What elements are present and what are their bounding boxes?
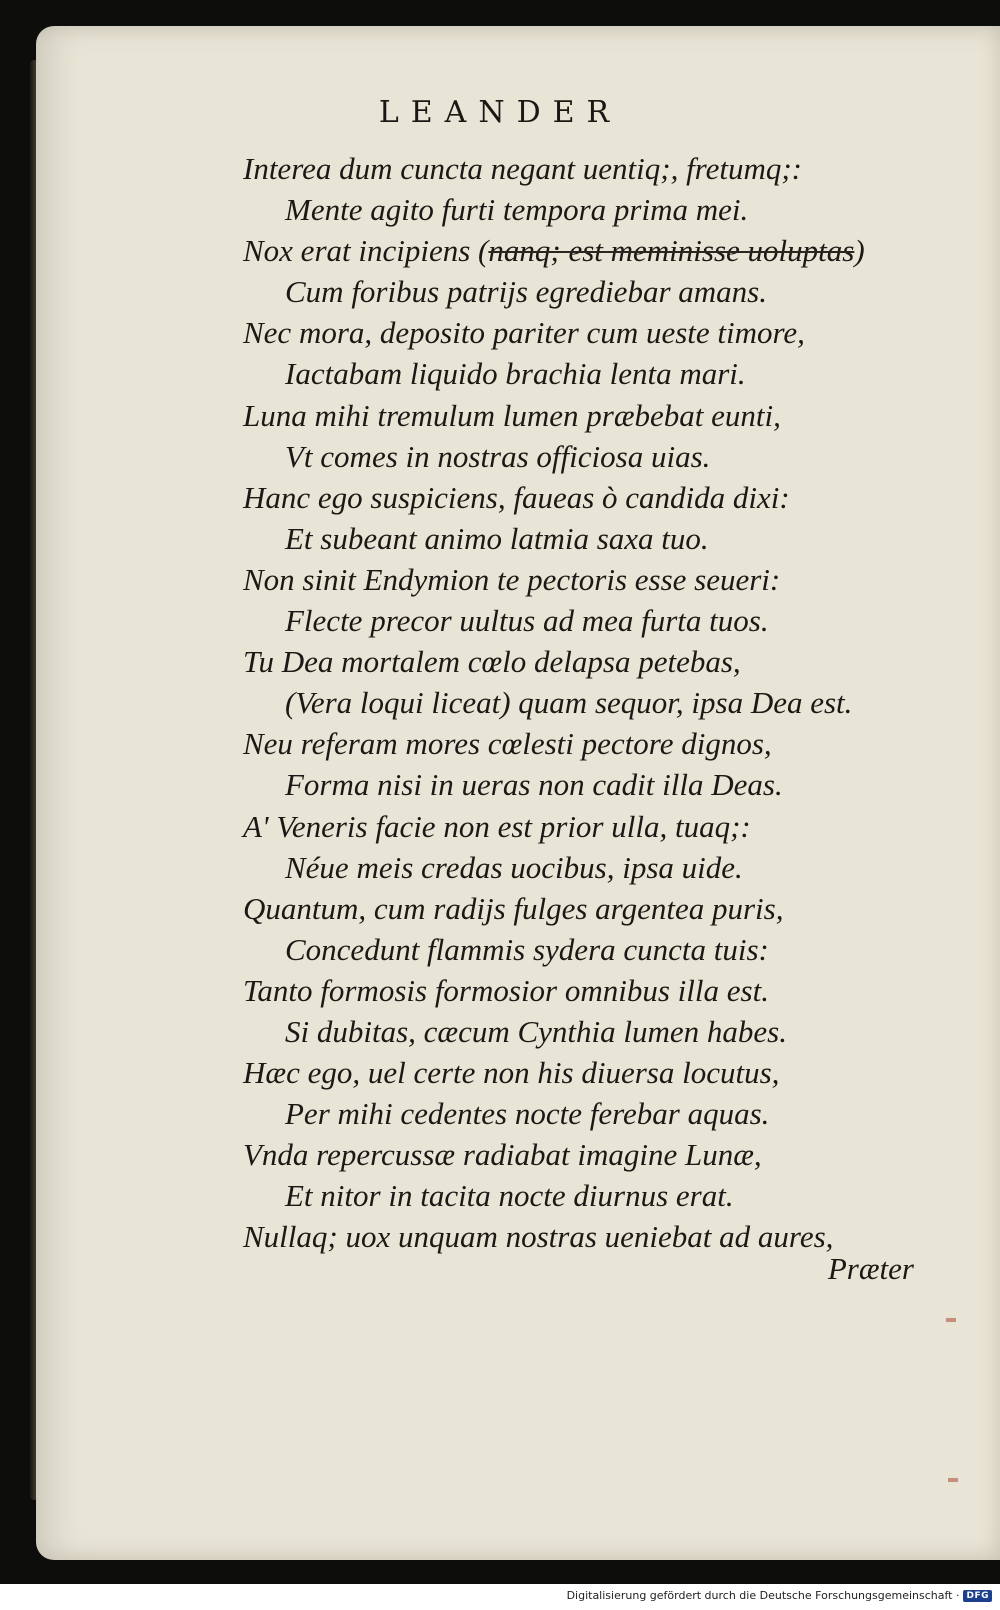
verse-line — [243, 1216, 883, 1257]
verse-line — [243, 806, 883, 847]
running-head: LEANDER — [378, 95, 622, 130]
verse-text: Hanc ego suspiciens, faueas ò candida dixi: — [243, 479, 790, 515]
verse-line — [243, 518, 883, 559]
verse-line — [243, 271, 883, 312]
bleed-mark — [948, 1478, 958, 1482]
verse-text: (Vera loqui liceat) quam sequor, ipsa Dea est. — [285, 685, 853, 721]
verse-text: Neu referam mores cœlesti pectore dignos, — [243, 726, 772, 762]
verse-text: Forma nisi in ueras non cadit illa Deas. — [285, 767, 783, 803]
verse-line — [243, 395, 883, 436]
verse-text: Per mihi cedentes nocte ferebar aquas. — [285, 1096, 770, 1132]
verse-line — [243, 682, 883, 723]
verse-text: Iactabam liquido brachia lenta mari. — [285, 356, 746, 392]
verse-text: Non sinit Endymion te pectoris esse seueri: — [243, 561, 781, 597]
verse-line — [243, 847, 883, 888]
verse-text: Concedunt flammis sydera cuncta tuis: — [285, 931, 769, 967]
verse-text: Et subeant animo latmia saxa tuo. — [285, 520, 709, 556]
verse-line — [243, 230, 883, 271]
verse-line — [243, 189, 883, 230]
verse-text: Nox erat incipiens ( — [243, 233, 489, 269]
bleed-mark — [946, 1318, 956, 1322]
verse-line — [243, 970, 883, 1011]
verse-line — [243, 929, 883, 970]
verse-line — [243, 1093, 883, 1134]
verse-text: Cum foribus patrijs egrediebar amans. — [285, 274, 767, 310]
verse-line — [243, 353, 883, 394]
footer-bar — [0, 1584, 1000, 1610]
verse-text: Tu Dea mortalem cœlo delapsa petebas, — [243, 644, 741, 680]
verse-text: Nullaq; uox unquam nostras ueniebat ad aures, — [243, 1219, 834, 1255]
verse-text: Si dubitas, cæcum Cynthia lumen habes. — [285, 1013, 787, 1049]
verse-text: Vnda repercussæ radiabat imagine Lunæ, — [243, 1137, 762, 1173]
verse-text: Mente agito furti tempora prima mei. — [285, 192, 749, 228]
verse-text: Vt comes in nostras officiosa uias. — [285, 438, 711, 474]
verse-line — [243, 312, 883, 353]
verse-line — [243, 1011, 883, 1052]
verse-text: A' Veneris facie non est prior ulla, tuaq;: — [243, 808, 751, 844]
verse-text: Nec mora, deposito pariter cum ueste timore, — [243, 315, 805, 351]
verse-line — [243, 436, 883, 477]
verse-text: Néue meis credas uocibus, ipsa uide. — [285, 849, 743, 885]
verse-text: Flecte precor uultus ad mea furta tuos. — [285, 603, 769, 639]
verse-text: Et nitor in tacita nocte diurnus erat. — [285, 1178, 734, 1214]
verse-line — [243, 764, 883, 805]
verse-line — [243, 559, 883, 600]
verse-line — [243, 641, 883, 682]
dfg-logo: DFG — [963, 1590, 992, 1602]
verse-line — [243, 888, 883, 929]
verse-text: Tanto formosis formosior omnibus illa est. — [243, 972, 769, 1008]
verse-block — [243, 148, 883, 1258]
verse-text: Quantum, cum radijs fulges argentea puris, — [243, 890, 784, 926]
verse-line — [243, 477, 883, 518]
verse-line — [243, 1175, 883, 1216]
catchword: Præter — [827, 1251, 914, 1286]
verse-line — [243, 600, 883, 641]
verse-line — [243, 148, 883, 189]
verse-line — [243, 1052, 883, 1093]
verse-text: Luna mihi tremulum lumen præbebat eunti, — [243, 397, 781, 433]
verse-line — [243, 1134, 883, 1175]
footer-credit — [567, 1589, 992, 1602]
verse-line — [243, 723, 883, 764]
footer-credit-text: Digitalisierung gefördert durch die Deutsche Forschungsgemeinschaft · — [566, 1589, 960, 1602]
verse-text: Hæc ego, uel certe non his diuersa locutus, — [243, 1055, 780, 1091]
verse-text-tail: ) — [854, 233, 865, 269]
struck-through-text: nanq; est meminisse uoluptas — [488, 233, 855, 269]
verse-text: Interea dum cuncta negant uentiq;, fretumq;: — [243, 151, 802, 186]
